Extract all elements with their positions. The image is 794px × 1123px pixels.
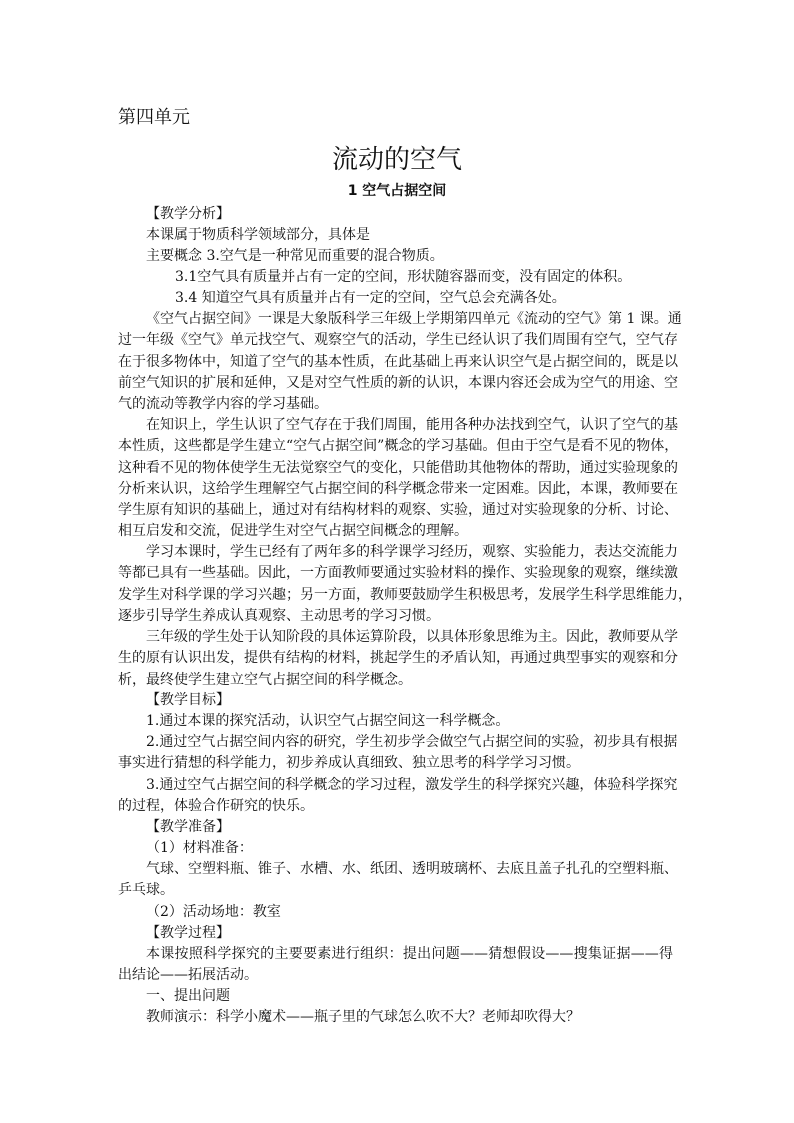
unit-label: 第四单元 bbox=[118, 107, 190, 128]
paragraph-line: 气球、空塑料瓶、锥子、水槽、水、纸团、透明玻璃杯、去底且盖子扎孔的空塑料瓶、 bbox=[146, 861, 678, 877]
paragraph-line: 《空气占据空间》一课是大象版科学三年级上学期第四单元《流动的空气》第 1 课。通 bbox=[146, 311, 682, 327]
paragraph-line: 三年级的学生处于认知阶段的具体运算阶段，以具体形象思维为主。因此，教师要从学 bbox=[146, 629, 678, 645]
analysis-sub1: 3.1空气具有质量并占有一定的空间，形状随容器而变，没有固定的体积。 bbox=[175, 269, 632, 285]
step-1-heading: 一、提出问题 bbox=[146, 988, 230, 1004]
paragraph-line: 2.通过空气占据空间内容的研究，学生初步学会做空气占据空间的实验，初步具有根据 bbox=[146, 734, 678, 750]
materials-label: （1）材料准备： bbox=[146, 840, 253, 856]
paragraph-line: 本课按照科学探究的主要要素进行组织：提出问题——猜想假设——搜集证据——得 bbox=[146, 946, 673, 962]
paragraph-line: 出结论——拓展活动。 bbox=[118, 967, 258, 984]
paragraph-line: 发学生对科学课的学习兴趣；另一方面，教师要鼓励学生积极思考，发展学生科学思维能力， bbox=[118, 586, 692, 603]
paragraph-line: 乒乓球。 bbox=[118, 882, 174, 899]
paragraph-line: 等都已具有一些基础。因此，一方面教师要通过实验材料的操作、实验现象的观察，继续激 bbox=[118, 565, 678, 582]
paragraph-line: 在知识上，学生认识了空气存在于我们周围，能用各种办法找到空气，认识了空气的基 bbox=[146, 417, 678, 433]
teacher-demo: 教师演示：科学小魔术——瓶子里的气球怎么吹不大？老师却吹得大？ bbox=[146, 1009, 580, 1025]
prep-heading: 【教学准备】 bbox=[146, 819, 230, 835]
paragraph-line: 过一年级《空气》单元找空气、观察空气的活动，学生已经认识了我们周围有空气，空气存 bbox=[118, 332, 678, 349]
analysis-sub2: 3.4 知道空气具有质量并占有一定的空间，空气总会充满各处。 bbox=[175, 290, 566, 306]
paragraph-line: 相互启发和交流，促进学生对空气占据空间概念的理解。 bbox=[118, 523, 468, 540]
materials-list bbox=[118, 859, 678, 902]
analysis-intro: 本课属于物质科学领域部分，具体是 bbox=[146, 227, 370, 243]
goals-heading: 【教学目标】 bbox=[146, 692, 230, 708]
analysis-paragraph-2 bbox=[118, 415, 679, 543]
process-heading: 【教学过程】 bbox=[146, 925, 230, 941]
paragraph-line: 学习本课时，学生已经有了两年多的科学课学习经历，观察、实验能力，表达交流能力 bbox=[146, 544, 678, 560]
paragraph-line: 前空气知识的扩展和延伸，又是对空气性质的新的认识，本课内容还会成为空气的用途、空 bbox=[118, 374, 678, 391]
lesson-subtitle: 1 空气占据空间 bbox=[347, 183, 447, 199]
paragraph-line: 本性质，这些都是学生建立“空气占据空间”概念的学习基础。但由于空气是看不见的物体， bbox=[118, 438, 679, 455]
process-intro bbox=[118, 944, 673, 987]
paragraph-line: 学生原有知识的基础上，通过对有结构材料的观察、实验，通过对实验现象的分析、讨论、 bbox=[118, 502, 678, 519]
paragraph-line: 分析来认识，这给学生理解空气占据空间的科学概念带来一定困难。因此，本课，教师要在 bbox=[118, 480, 678, 497]
goal-1: 1.通过本课的探究活动，认识空气占据空间这一科学概念。 bbox=[146, 713, 510, 729]
goal-3 bbox=[118, 775, 678, 818]
venue-line: （2）活动场地：教室 bbox=[146, 904, 281, 920]
paragraph-line: 生的原有认识出发，提供有结构的材料，挑起学生的矛盾认知，再通过典型事实的观察和分 bbox=[118, 650, 678, 667]
paragraph-line: 这种看不见的物体使学生无法觉察空气的变化，只能借助其他物体的帮助，通过实验现象的 bbox=[118, 459, 678, 476]
paragraph-line: 事实进行猜想的科学能力，初步养成认真细致、独立思考的科学学习习惯。 bbox=[118, 755, 580, 772]
analysis-concept: 主要概念 3.空气是一种常见而重要的混合物质。 bbox=[146, 248, 444, 264]
page-title: 流动的空气 bbox=[331, 145, 462, 175]
paragraph-line: 析，最终使学生建立空气占据空间的科学概念。 bbox=[118, 671, 412, 688]
goal-2 bbox=[118, 732, 678, 775]
analysis-heading: 【教学分析】 bbox=[146, 206, 230, 222]
paragraph-line: 的过程，体验合作研究的快乐。 bbox=[118, 798, 314, 815]
paragraph-line: 气的流动等教学内容的学习基础。 bbox=[118, 396, 328, 413]
analysis-paragraph-1 bbox=[118, 309, 682, 415]
analysis-paragraph-4 bbox=[118, 627, 678, 691]
paragraph-line: 逐步引导学生养成认真观察、主动思考的学习习惯。 bbox=[118, 607, 440, 624]
analysis-paragraph-3 bbox=[118, 542, 692, 627]
paragraph-line: 在于很多物体中，知道了空气的基本性质，在此基础上再来认识空气是占据空间的，既是以 bbox=[118, 353, 678, 370]
paragraph-line: 3.通过空气占据空间的科学概念的学习过程，激发学生的科学探究兴趣，体验科学探究 bbox=[146, 777, 678, 793]
